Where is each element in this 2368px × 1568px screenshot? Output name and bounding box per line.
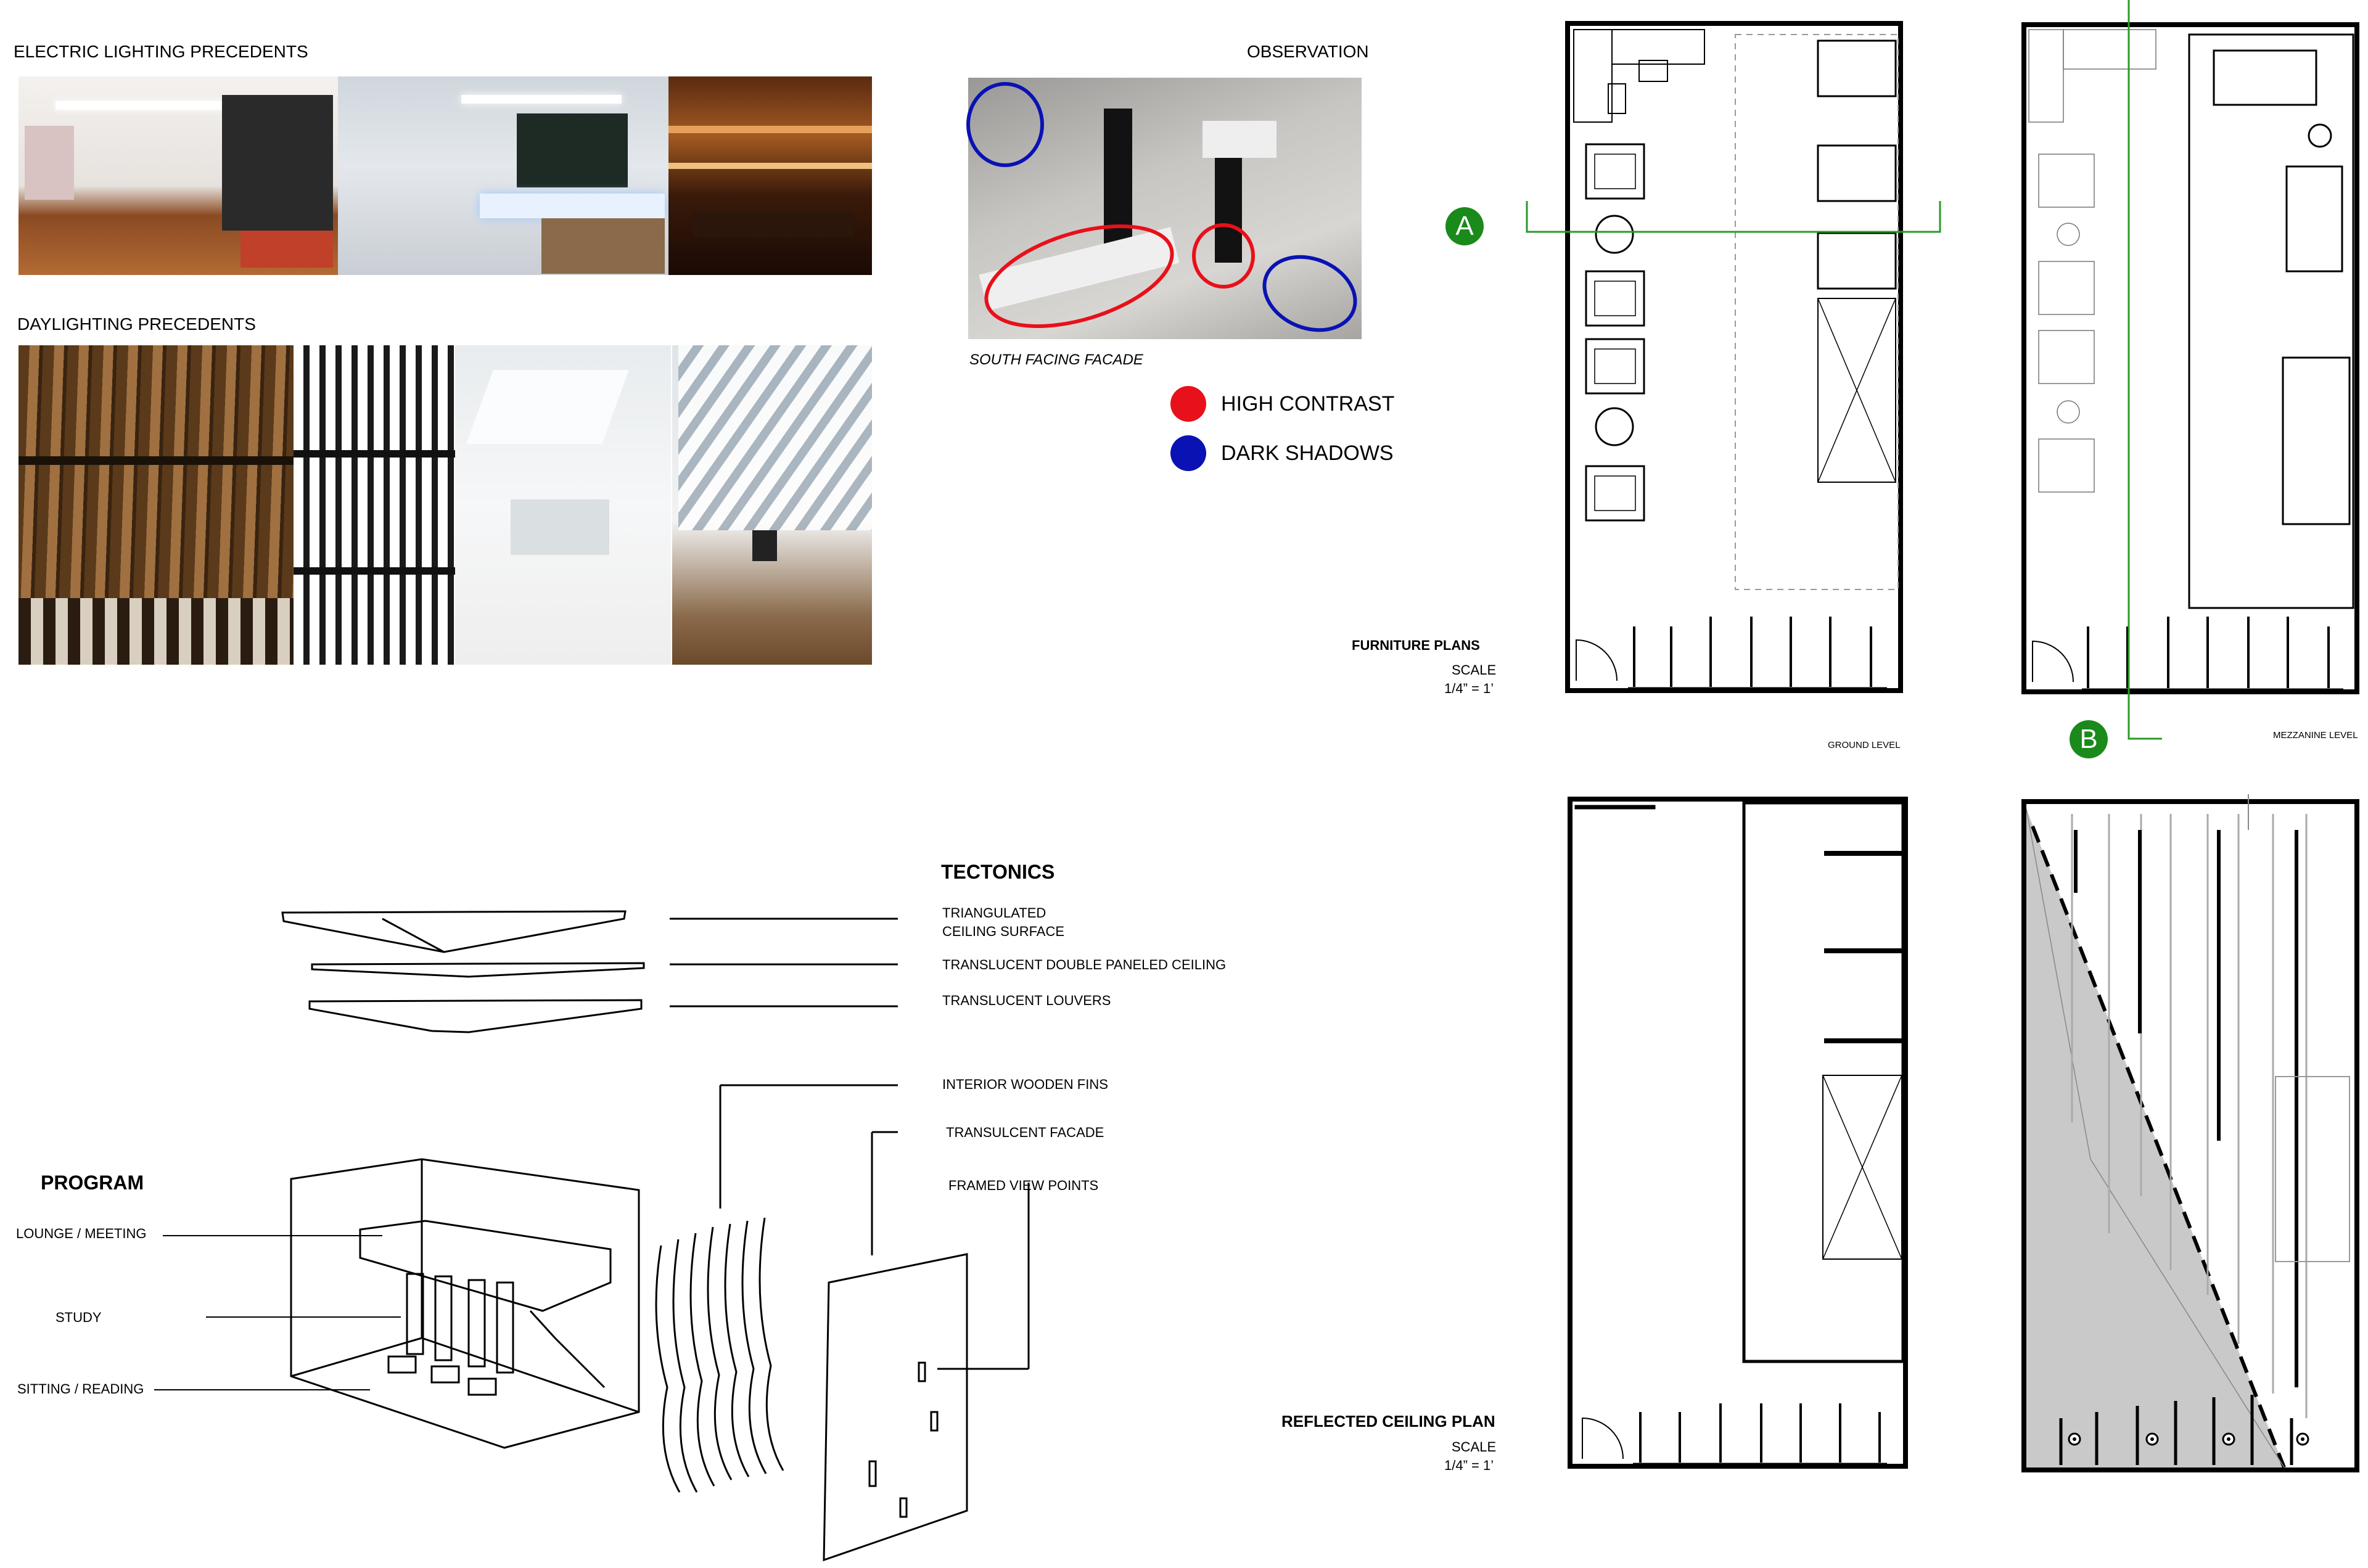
ground-level-label: GROUND LEVEL bbox=[1828, 740, 1901, 750]
observation-title: OBSERVATION bbox=[1247, 42, 1369, 61]
program-label-sitting: SITTING / READING bbox=[17, 1381, 144, 1397]
tectonics-title: TECTONICS bbox=[941, 861, 1055, 883]
program-label-lounge: LOUNGE / MEETING bbox=[16, 1226, 147, 1241]
tectonics-label-double-ceiling: TRANSLUCENT DOUBLE PANELED CEILING bbox=[942, 957, 1227, 972]
section-marker-a: A bbox=[1445, 207, 1484, 245]
legend-dark-shadows: DARK SHADOWS bbox=[1221, 441, 1394, 465]
program-label-study: STUDY bbox=[56, 1310, 102, 1325]
ceiling-scale-value: 1/4” = 1’ bbox=[1444, 1458, 1494, 1473]
tectonics-label-facade: TRANSULCENT FACADE bbox=[946, 1125, 1104, 1140]
tectonics-label-louvers: TRANSLUCENT LOUVERS bbox=[942, 993, 1111, 1008]
tectonics-label-wooden-fins: INTERIOR WOODEN FINS bbox=[942, 1077, 1108, 1092]
ceiling-plan-ground-outline bbox=[1570, 799, 1906, 1466]
section-marker-b: B bbox=[2070, 720, 2108, 758]
tectonics-label-ceiling-surface: CEILING SURFACE bbox=[942, 924, 1065, 939]
observation-caption: SOUTH FACING FACADE bbox=[969, 351, 1143, 368]
ceiling-plan-title: REFLECTED CEILING PLAN bbox=[1281, 1412, 1495, 1430]
daylighting-title: DAYLIGHTING PRECEDENTS bbox=[17, 314, 256, 334]
ceiling-scale-label: SCALE bbox=[1452, 1439, 1497, 1455]
furniture-plans-title: FURNITURE PLANS bbox=[1352, 638, 1480, 653]
furniture-scale-value: 1/4” = 1’ bbox=[1444, 681, 1494, 696]
tectonics-label-view-points: FRAMED VIEW POINTS bbox=[948, 1178, 1099, 1193]
program-title: PROGRAM bbox=[41, 1172, 144, 1194]
furniture-scale-label: SCALE bbox=[1452, 662, 1497, 678]
mezzanine-level-label: MEZZANINE LEVEL bbox=[2273, 730, 2358, 741]
legend-high-contrast: HIGH CONTRAST bbox=[1221, 392, 1395, 416]
electric-lighting-title: ELECTRIC LIGHTING PRECEDENTS bbox=[14, 42, 308, 61]
tectonics-label-triangulated: TRIANGULATED bbox=[942, 905, 1046, 921]
